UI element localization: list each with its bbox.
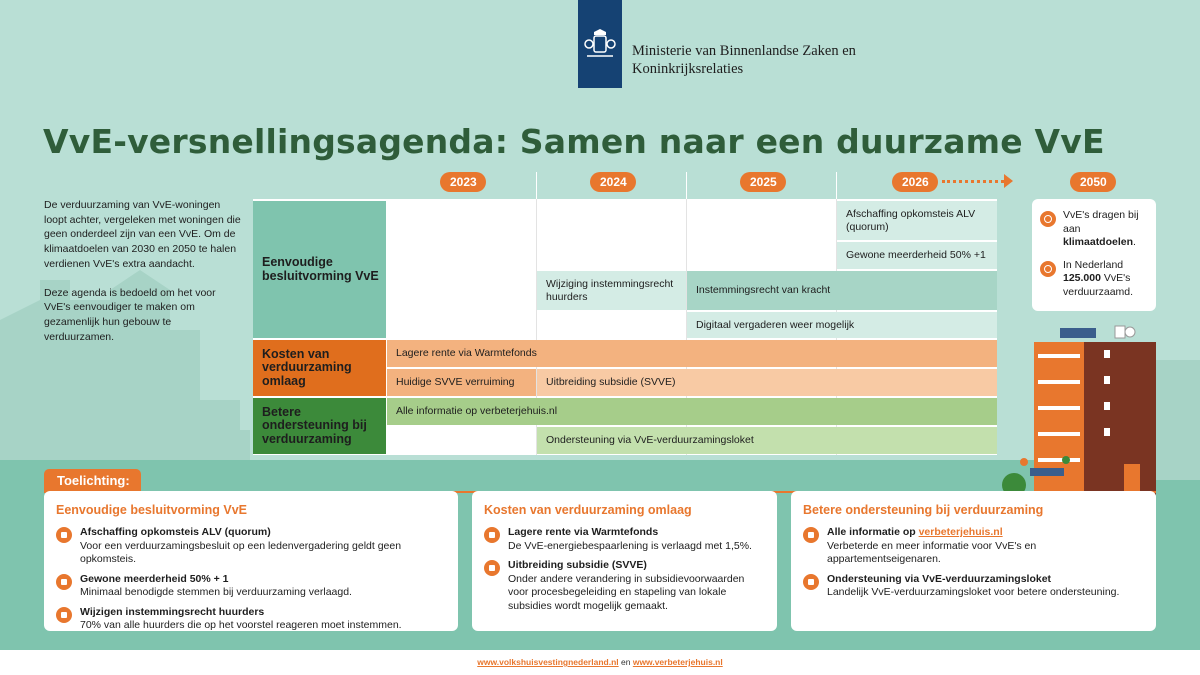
footer xyxy=(0,650,1200,675)
intro-paragraph-2: Deze agenda is bedoeld om het voor VvE's eenvoudiger te maken om gezamenlijk hun gebouw te verduurzamen. xyxy=(44,286,216,343)
volkshuisvesting-link[interactable]: www.volkshuisvestingnederland.nl xyxy=(477,657,619,667)
intro-paragraph-1: De verduurzaming van VvE-woningen loopt achter, vergeleken met woningen die geen onderdeel zijn van een VvE. Om de klimaatdoelen van 2030 en 2050 te halen verdienen VvE's extra aandacht. xyxy=(44,199,241,270)
support-icon xyxy=(803,574,819,590)
apartment-building-illustration xyxy=(1000,320,1200,495)
verbeterjehuis-link[interactable]: verbeterjehuis.nl xyxy=(918,526,1003,538)
year-divider xyxy=(536,172,537,202)
page-title: VvE-versnellingsagenda: Samen naar een duurzame VvE xyxy=(43,122,1105,161)
item-text: Onder andere verandering in subsidievoorwaarden voor procesbegeleiding en stapeling van lokale subsidies wordt mogelijk gemaakt. xyxy=(508,572,745,612)
target-icon xyxy=(1040,211,1056,227)
verbeterjehuis-footer-link[interactable]: www.verbeterjehuis.nl xyxy=(632,657,723,667)
dotted-arrow xyxy=(942,180,1010,183)
row-header-besluitvorming: Eenvoudige besluitvorming VvE xyxy=(253,201,386,338)
card-besluitvorming xyxy=(44,491,458,631)
list-item xyxy=(484,526,765,553)
card-title: Eenvoudige besluitvorming VvE xyxy=(56,503,248,517)
item-title: Wijzigen instemmingsrecht huurders xyxy=(80,605,265,618)
list-item xyxy=(56,606,446,633)
card-kosten xyxy=(472,491,777,631)
ministry-name-line1: Ministerie van Binnenlandse Zaken en xyxy=(632,43,856,59)
list-item xyxy=(56,526,446,567)
card-title: Kosten van verduurzaming omlaag xyxy=(484,503,692,517)
list-item xyxy=(56,573,446,600)
year-badge-2025: 2025 xyxy=(740,172,786,192)
item-text: Voor een verduurzamingsbesluit op een ledenvergadering geldt geen opkomsteis. xyxy=(80,539,402,565)
item-title: Lagere rente via Warmtefonds xyxy=(508,526,659,538)
bar-uitbreiding-subsidie: Uitbreiding subsidie (SVVE) xyxy=(537,369,997,396)
item-text: Verbeterde en meer informatie voor VvE's en appartementseigenaren. xyxy=(827,539,1037,565)
item-text: Minimaal benodigde stemmen bij verduurzaming verlaagd. xyxy=(80,586,352,598)
goal-1-bold: klimaatdoelen xyxy=(1063,236,1134,248)
toelichting-tab: Toelichting: xyxy=(44,469,141,493)
footer-separator: en xyxy=(618,657,633,667)
bar-afschaffing-quorum: Afschaffing opkomsteis ALV (quorum) xyxy=(837,201,997,240)
person-icon xyxy=(56,607,72,623)
list-item xyxy=(484,559,765,613)
item-title: Alle informatie op xyxy=(827,526,919,538)
ministry-name xyxy=(632,42,856,78)
bar-gewone-meerderheid: Gewone meerderheid 50% +1 xyxy=(837,242,997,269)
goal-2-bold: 125.000 xyxy=(1063,272,1101,284)
card-ondersteuning xyxy=(791,491,1156,631)
item-title: Gewone meerderheid 50% + 1 xyxy=(80,572,229,585)
bar-wijziging-instemmingsrecht: Wijziging instemmingsrecht huurders xyxy=(537,271,686,310)
item-text: Landelijk VvE-verduurzamingsloket voor betere ondersteuning. xyxy=(827,586,1120,598)
year-badge-2050: 2050 xyxy=(1070,172,1116,192)
goal-1-end: . xyxy=(1133,236,1136,248)
row-header-kosten: Kosten van verduurzaming omlaag xyxy=(253,340,386,396)
crest-icon xyxy=(582,26,618,62)
bar-verduurzamingsloket: Ondersteuning via VvE-verduurzamingsloket xyxy=(537,427,997,454)
year-badge-2023: 2023 xyxy=(440,172,486,192)
year-badge-2026: 2026 xyxy=(892,172,938,192)
people-icon xyxy=(56,527,72,543)
goal-2-text: In Nederland xyxy=(1063,258,1124,271)
bar-huidige-svve: Huidige SVVE verruiming xyxy=(387,369,536,396)
item-text: De VvE-energiebespaarlening is verlaagd met 1,5%. xyxy=(508,539,752,552)
goal-klimaatdoelen xyxy=(1040,209,1148,250)
item-title: Ondersteuning via VvE-verduurzamingsloket xyxy=(827,572,1052,585)
vote-icon xyxy=(56,574,72,590)
intro-text xyxy=(44,198,244,344)
list-item xyxy=(803,573,1144,600)
bar-lagere-rente: Lagere rente via Warmtefonds xyxy=(387,340,997,367)
bar-alle-informatie: Alle informatie op verbeterjehuis.nl xyxy=(387,398,997,425)
goal-1-text: VvE's dragen bij aan xyxy=(1063,209,1139,235)
goal-125000-vves xyxy=(1040,259,1148,300)
coat-of-arms-logo xyxy=(578,0,622,88)
year-badge-2024: 2024 xyxy=(590,172,636,192)
browser-icon xyxy=(803,527,819,543)
row-header-ondersteuning: Betere ondersteuning bij verduurzaming xyxy=(253,398,386,454)
recycle-icon xyxy=(1040,261,1056,277)
arrow-head-icon xyxy=(1004,174,1013,188)
goal-2-end: VvE's verduurzaamd. xyxy=(1063,272,1134,298)
item-title: Uitbreiding subsidie (SVVE) xyxy=(508,559,647,571)
ministry-name-line2: Koninkrijksrelaties xyxy=(632,61,744,77)
list-item xyxy=(803,526,1144,567)
bar-instemmingsrecht-van-kracht: Instemmingsrecht van kracht xyxy=(687,271,997,310)
year-divider xyxy=(836,172,837,202)
bar-digitaal-vergaderen: Digitaal vergaderen weer mogelijk xyxy=(687,312,997,338)
card-title: Betere ondersteuning bij verduurzaming xyxy=(803,503,1044,517)
percent-icon xyxy=(484,527,500,543)
money-bag-icon xyxy=(484,560,500,576)
item-title: Afschaffing opkomsteis ALV (quorum) xyxy=(80,526,271,538)
item-text: 70% van alle huurders die op het voorstel reageren moet instemmen. xyxy=(80,619,402,631)
year-divider xyxy=(686,172,687,202)
goals-box xyxy=(1032,199,1156,311)
